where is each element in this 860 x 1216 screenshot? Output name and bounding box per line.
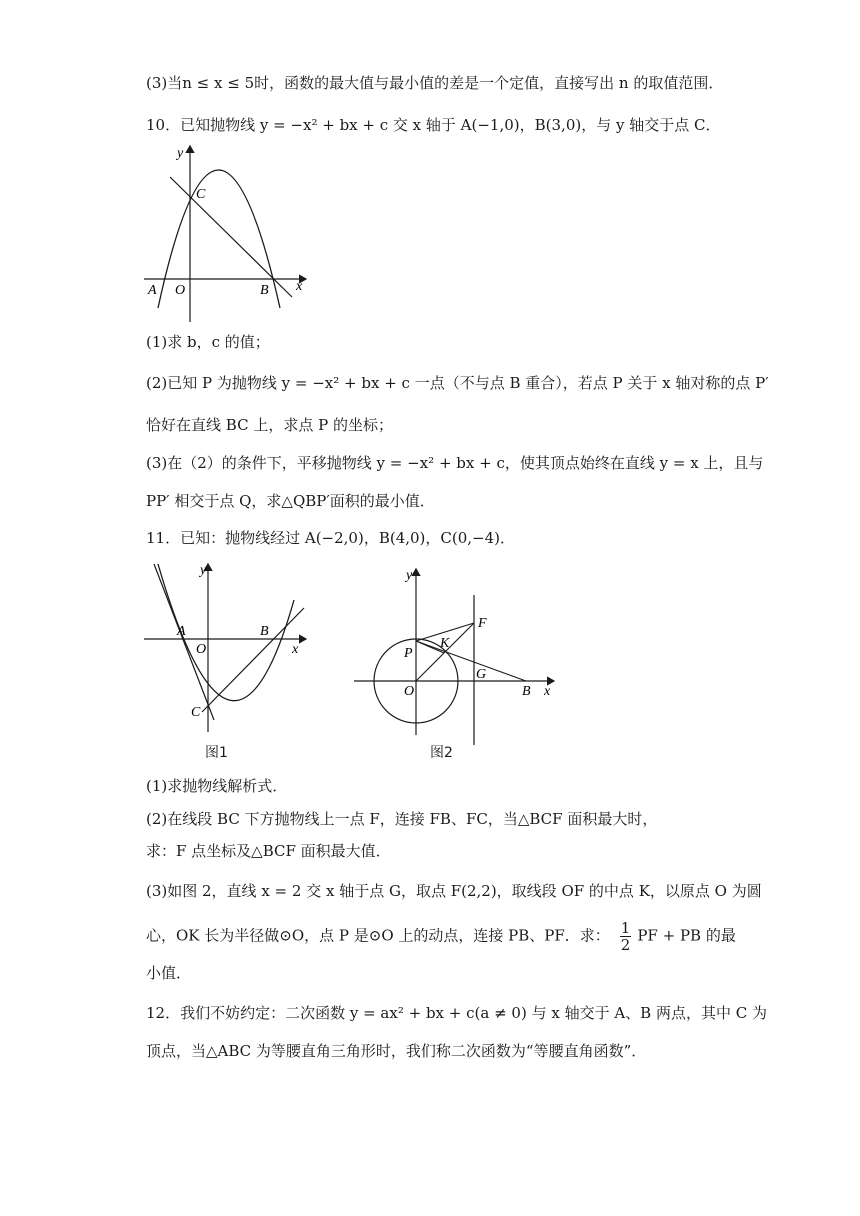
- label-y: y: [177, 146, 184, 161]
- q10-part1-text: (1)求 b，c 的值；: [146, 333, 270, 351]
- q11-part2-text-cont: 求：F 点坐标及△BCF 面积最大值．: [146, 842, 391, 860]
- label-o: O: [404, 684, 415, 699]
- figure-1-caption: 图1: [205, 745, 228, 761]
- q11-part3-text-cont: [146, 919, 736, 954]
- label-c: C: [196, 187, 206, 202]
- label-f: F: [478, 616, 487, 631]
- label-a: A: [148, 283, 157, 298]
- q10-part2-text: (2)已知 P 为抛物线 y = −x² + bx + c 一点（不与点 B 重合），若点 P 关于 x 轴对称的点 P′: [146, 374, 769, 392]
- figure-2-caption: 图2: [430, 745, 453, 761]
- q10-figure-svg: [140, 140, 315, 325]
- label-o: O: [196, 642, 207, 657]
- label-o: O: [175, 283, 186, 298]
- q10-part3-text: (3)在（2）的条件下，平移抛物线 y = −x² + bx + c，使其顶点始终在直线 y = x 上，且与: [146, 454, 764, 472]
- fraction-one-half: [620, 920, 632, 953]
- q11-part3-text-end: 小值．: [146, 964, 192, 982]
- fraction-denominator: 2: [620, 936, 631, 954]
- label-b: B: [260, 283, 269, 298]
- q12-stem-cont: 顶点，当△ABC 为等腰直角三角形时，我们称二次函数为“等腰直角函数”．: [146, 1042, 647, 1060]
- label-b: B: [522, 684, 531, 699]
- q11-stem: 11．已知：抛物线经过 A(−2,0)，B(4,0)，C(0,−4)．: [146, 529, 516, 547]
- label-g: G: [476, 667, 487, 682]
- q9-part3-text: (3)当n ≤ x ≤ 5时，函数的最大值与最小值的差是一个定值，直接写出 n 的取值范围．: [146, 74, 724, 92]
- q11-figure-2-svg: [350, 565, 560, 745]
- label-y: y: [200, 563, 207, 578]
- q10-part3-text-cont: PP′ 相交于点 Q，求△QBP′面积的最小值．: [146, 492, 435, 510]
- q11-part2-text: (2)在线段 BC 下方抛物线上一点 F，连接 FB、FC，当△BCF 面积最大时，: [146, 810, 658, 828]
- label-p: P: [404, 646, 413, 661]
- line-bc: [202, 608, 304, 712]
- q10-figure: [140, 140, 315, 325]
- q11-part3-text-b: PF + PB 的最: [637, 926, 736, 945]
- q11-part3-text: (3)如图 2，直线 x = 2 交 x 轴于点 G，取点 F(2,2)，取线段 OF 的中点 K，以原点 O 为圆: [146, 882, 762, 900]
- q11-part1-text: (1)求抛物线解析式．: [146, 777, 288, 795]
- q11-part3-text-a: 心，OK 长为半径做⊙O，点 P 是⊙O 上的动点，连接 PB、PF．求：: [146, 926, 610, 945]
- q10-part2-text-cont: 恰好在直线 BC 上，求点 P 的坐标；: [146, 416, 393, 434]
- label-x: x: [296, 279, 303, 294]
- label-x: x: [544, 684, 551, 699]
- q11-figure-1-svg: [140, 560, 315, 740]
- label-y: y: [406, 568, 413, 583]
- segment-pb: [416, 641, 526, 681]
- q12-stem: 12．我们不妨约定：二次函数 y = ax² + bx + c(a ≠ 0) 与 x 轴交于 A、B 两点，其中 C 为: [146, 1004, 767, 1022]
- q11-figure-2: [350, 565, 560, 745]
- label-c: C: [191, 705, 201, 720]
- q11-figure-1: [140, 560, 315, 740]
- label-b: B: [260, 624, 269, 639]
- label-k: K: [440, 636, 450, 651]
- label-x: x: [292, 642, 299, 657]
- q10-stem: 10．已知抛物线 y = −x² + bx + c 交 x 轴于 A(−1,0)，B(3,0)，与 y 轴交于点 C．: [146, 116, 721, 134]
- fraction-numerator: 1: [620, 919, 631, 937]
- label-a: A: [177, 624, 186, 639]
